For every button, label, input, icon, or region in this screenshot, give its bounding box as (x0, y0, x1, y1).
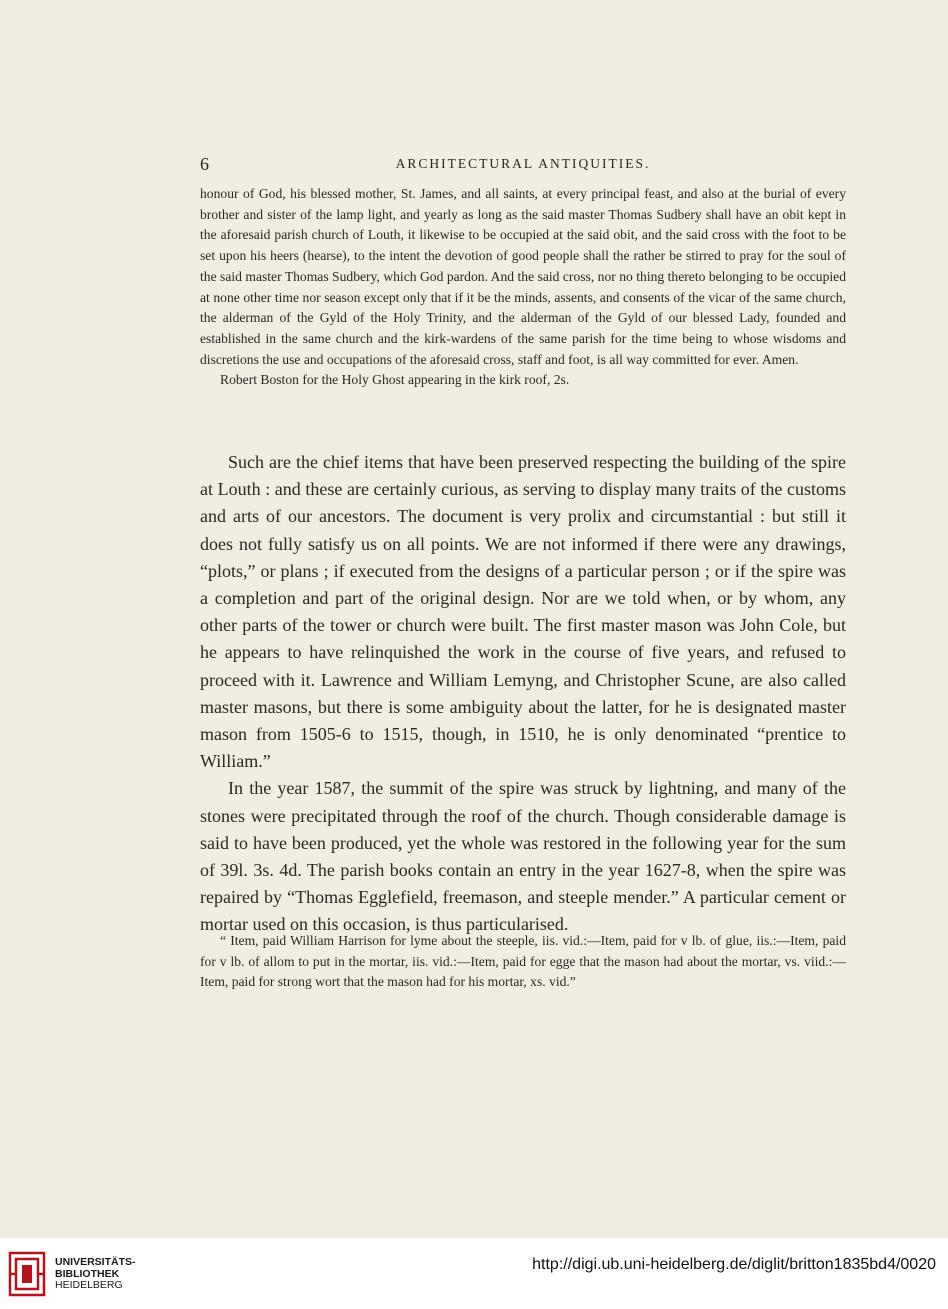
quoted-accounts (200, 931, 846, 993)
running-title: ARCHITECTURAL ANTIQUITIES. (395, 156, 651, 171)
quote-text: “ Item, paid William Harrison for lyme about the steeple, iis. vid.:—Item, paid for v lb. of glue, iis.:—Item, paid for v lb. of allom to put in the mortar, iis. vid.:—Item, paid for egge that the mason had about the mortar, vs. viid.:—Item, paid for strong wort that the mason had for his mortar, xs. vid.” (200, 933, 846, 990)
university-library-logo-icon (8, 1251, 46, 1297)
page-header (200, 154, 846, 176)
extract-paragraph: honour of God, his blessed mother, St. James, and all saints, at every principal feast, and also at the burial of every brother and sister of the lamp light, and yearly as long as the said master Thomas Sudbery shall have an obit kept in the aforesaid parish church of Louth, it likewise to be occupied at the said obit, and the said cross with the foot to be set upon his heers (hearse), to the intent the devotion of good people shall the rather be stirred to pray for the soul of the said master Thomas Sudbery, which God pardon. And the said cross, nor no thing thereto belonging to be occupied at none other time nor season except only that if it be the minds, assents, and consents of the vicar of the same church, the alderman of the Gyld of the Holy Trinity, and the alderman of the Gyld of our blessed Lady, founded and established in the same church and the kirk-wardens of the same parish for the time being to whose wisdoms and discretions the use and occupations of the aforesaid cross, staff and foot, is all way committed for ever. Amen. (200, 186, 846, 367)
page-number: 6 (200, 154, 209, 174)
institution-name (55, 1257, 136, 1292)
institution-line-2: BIBLIOTHEK (55, 1267, 120, 1280)
document-extract (200, 184, 846, 391)
institution-line-1: UNIVERSITÄTS- (55, 1256, 136, 1268)
permalink-url[interactable]: http://digi.ub.uni-heidelberg.de/diglit/britton1835bd4/0020 (532, 1256, 936, 1273)
main-text (200, 449, 846, 939)
body-paragraph-1: Such are the chief items that have been preserved respecting the building of the spire at Louth : and these are certainly curious, as serving to display many traits of the customs and arts of our ancestors. The document is very prolix and circumstantial : but still it does not fully satisfy us on all points. We are not informed if there were any drawings, “plots,” or plans ; if executed from the designs of a particular person ; or if the spire was a completion and part of the original design. Nor are we told when, or by whom, any other parts of the tower or church were built. The first master mason was John Cole, but he appears to have relinquished the work in the course of five years, and refused to proceed with it. Lawrence and William Lemyng, and Christopher Scune, are also called master masons, but there is some ambiguity about the latter, for he is designated master mason from 1505-6 to 1515, though, in 1510, he is only denominated “prentice to William.” (200, 452, 846, 772)
institution-line-3: HEIDELBERG (55, 1279, 123, 1291)
body-paragraph-2: In the year 1587, the summit of the spire was struck by lightning, and many of the stones were precipitated through the roof of the church. Though considerable damage is said to have been produced, yet the whole was restored in the following year for the sum of 39l. 3s. 4d. The parish books contain an entry in the year 1627-8, when the spire was repaired by “Thomas Egglefield, freemason, and steeple mender.” A particular cement or mortar used on this occasion, is thus particularised. (200, 778, 846, 935)
extract-entry: Robert Boston for the Holy Ghost appearing in the kirk roof, 2s. (220, 372, 570, 388)
